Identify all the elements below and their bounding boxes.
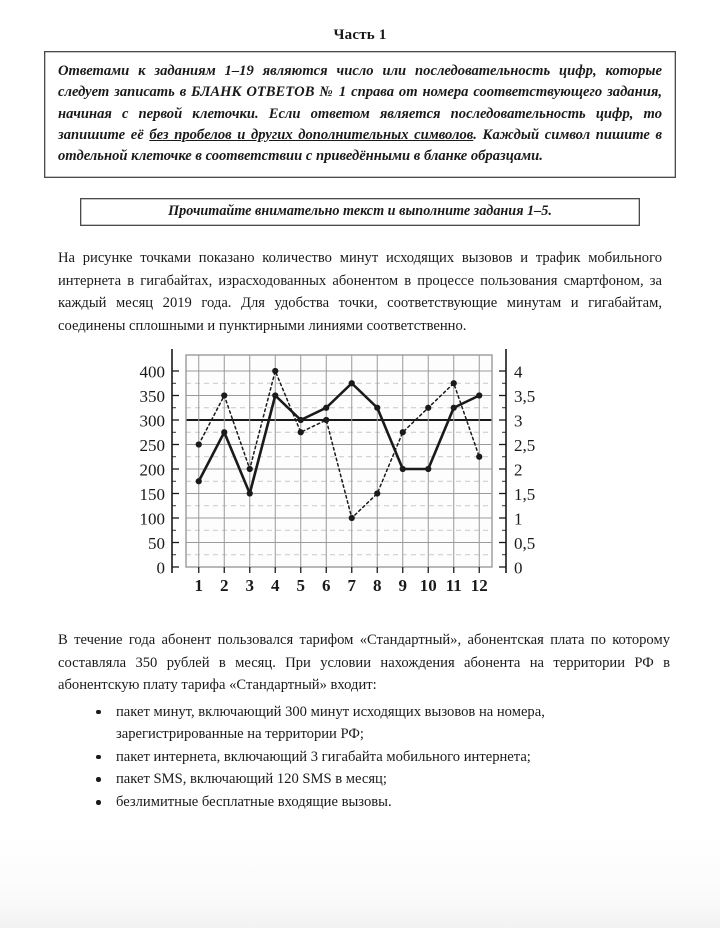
x-tick-label: 3: [245, 576, 254, 596]
y-tick-label-right: 3,5: [513, 387, 535, 407]
y-tick-label-right: 0: [513, 558, 522, 578]
data-point-gigabytes: [425, 405, 431, 411]
bullet-icon: [96, 755, 101, 760]
data-point-gigabytes: [323, 417, 329, 423]
y-tick-label-right: 2,5: [513, 436, 535, 456]
y-tick-label-left: 400: [139, 362, 165, 382]
data-point-minutes: [348, 381, 354, 387]
bullet-icon: [96, 777, 101, 782]
data-point-gigabytes: [195, 442, 201, 448]
y-tick-label-left: 300: [139, 411, 165, 431]
page-title: Часть 1: [333, 27, 387, 43]
list-item-label: безлимитные бесплатные входящие вызовы.: [116, 794, 392, 811]
x-tick-label: 12: [470, 576, 488, 596]
x-tick-label: 11: [445, 576, 462, 596]
x-tick-label: 10: [419, 576, 437, 596]
read-carefully-banner-wrap: [44, 198, 676, 226]
data-point-gigabytes: [476, 454, 482, 460]
data-point-gigabytes: [272, 368, 278, 374]
y-tick-label-left: 50: [147, 534, 165, 554]
y-tick-label-left: 350: [139, 387, 165, 407]
tariff-bullet-list: [44, 702, 676, 814]
y-tick-label-left: 250: [139, 436, 165, 456]
read-carefully-banner: Прочитайте внимательно текст и выполните задания 1–5.: [80, 198, 640, 226]
data-point-gigabytes: [297, 430, 303, 436]
data-point-minutes: [399, 466, 405, 472]
y-tick-label-left: 100: [139, 509, 165, 529]
list-item-label: пакет SMS, включающий 120 SMS в месяц;: [116, 771, 387, 788]
y-tick-label-right: 0,5: [513, 534, 535, 554]
data-point-minutes: [476, 393, 482, 399]
list-item: [96, 702, 676, 746]
instruction-segment-3: . Каждый символ пишите в отдельной клеточке в соответствии с приведёнными в бланке образцами.: [58, 126, 662, 165]
x-tick-label: 8: [372, 576, 381, 596]
data-point-gigabytes: [221, 393, 227, 399]
data-point-gigabytes: [399, 430, 405, 436]
x-tick-label: 1: [194, 576, 203, 596]
x-tick-label: 2: [219, 576, 228, 596]
bullet-icon: [96, 710, 101, 715]
plot-background: [186, 355, 492, 567]
data-point-gigabytes: [246, 466, 252, 472]
y-tick-label-left: 0: [156, 558, 165, 578]
x-tick-label: 5: [296, 576, 305, 596]
y-tick-label-left: 150: [139, 485, 165, 505]
x-tick-label: 4: [270, 576, 279, 596]
data-point-minutes: [195, 479, 201, 485]
data-point-minutes: [272, 393, 278, 399]
data-point-minutes: [374, 405, 380, 411]
y-tick-label-right: 2: [513, 460, 522, 480]
list-item-label: пакет интернета, включающий 3 гигабайта мобильного интернета;: [116, 748, 531, 765]
chart-figure: [44, 349, 676, 611]
y-tick-label-right: 3: [513, 411, 522, 431]
list-item: [96, 792, 676, 814]
data-point-minutes: [450, 405, 456, 411]
instruction-segment-1: Ответами к заданиям 1–19 являются число или последовательность цифр, которые следует записать в БЛАНК ОТВЕТОВ № 1 справа от номера соответствующего задания, начиная с первой клеточки. Если ответом является последовательность цифр, то запишите её: [58, 63, 662, 143]
data-point-gigabytes: [450, 381, 456, 387]
y-tick-label-right: 1: [513, 509, 522, 529]
list-item: [96, 747, 676, 769]
minutes-gigabytes-chart: [88, 349, 633, 611]
data-point-minutes: [323, 405, 329, 411]
data-point-minutes: [246, 491, 252, 497]
intro-paragraph: На рисунке точками показано количество минут исходящих вызовов и трафик мобильного интернета в гигабайтах, израсходованных абонентом в процессе пользования смартфоном, за каждый месяц 2019 года. Для удобства точки, соответствующие минутам и гигабайтам, соединены сплошными и пунктирными линиями соответственно.: [58, 250, 662, 334]
instruction-segment-underlined: без пробелов и других дополнительных символов: [149, 126, 474, 143]
bullet-icon: [96, 800, 101, 805]
y-tick-label-right: 1,5: [513, 485, 535, 505]
instruction-text: [58, 61, 662, 167]
y-tick-label-right: 4: [513, 362, 522, 382]
tariff-paragraph: В течение года абонент пользовался тарифом «Стандартный», абонентская плата по которому составляла 350 рублей в месяц. При условии нахождения абонента на территории РФ в абонентскую плату тарифа «Стандартный» входит:: [58, 632, 670, 694]
x-tick-label: 6: [321, 576, 330, 596]
data-point-gigabytes: [374, 491, 380, 497]
data-point-minutes: [297, 417, 303, 423]
list-item-label: пакет минут, включающий 300 минут исходящих вызовов на номера, зарегистрированные на территории РФ;: [116, 703, 545, 742]
instruction-box: [44, 51, 676, 178]
list-item: [96, 769, 676, 791]
data-point-gigabytes: [348, 515, 354, 521]
data-point-minutes: [221, 430, 227, 436]
y-tick-label-left: 200: [139, 460, 165, 480]
data-point-minutes: [425, 466, 431, 472]
x-tick-label: 9: [398, 576, 407, 596]
x-tick-label: 7: [347, 576, 356, 596]
